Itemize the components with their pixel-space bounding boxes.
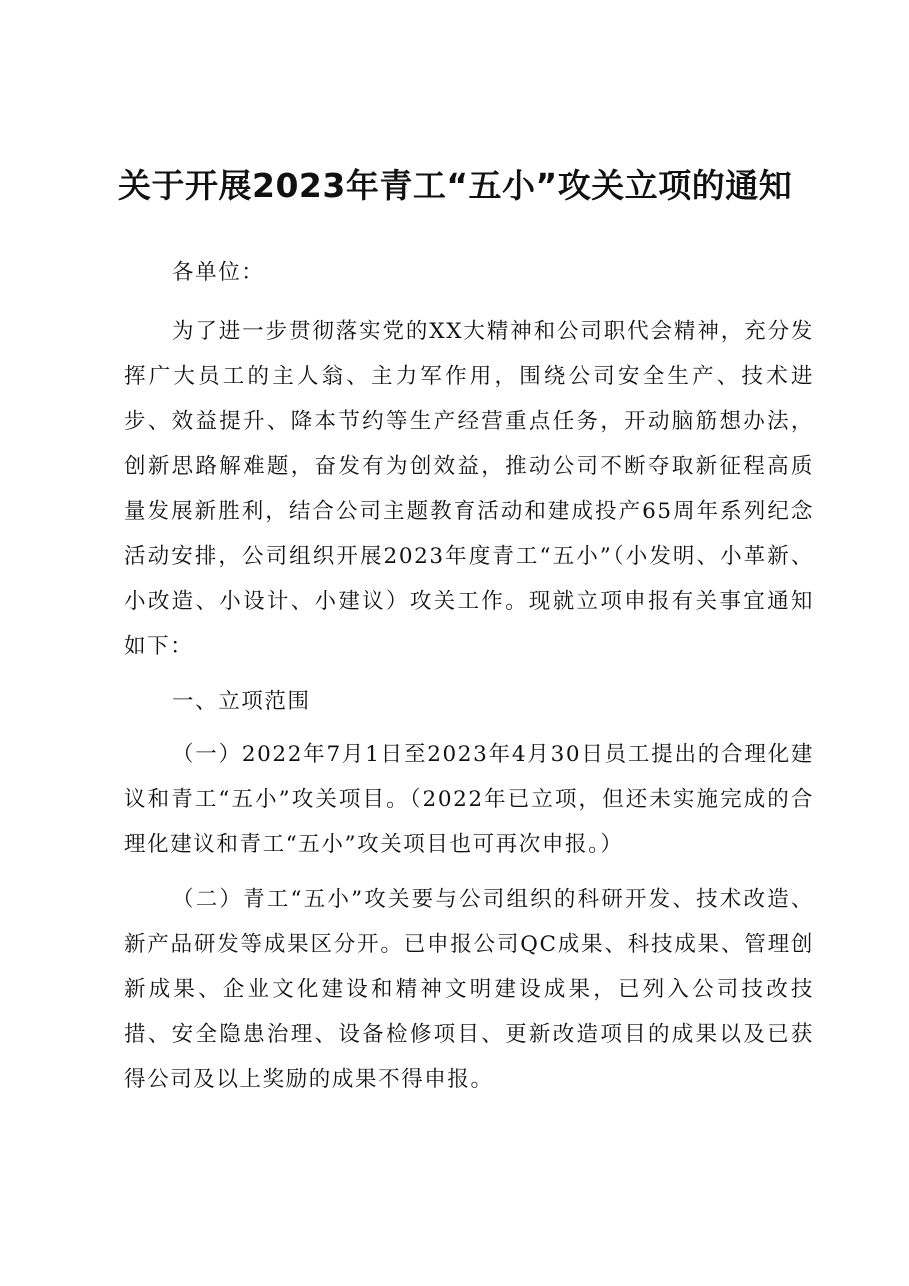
document-body	[124, 250, 814, 1112]
scope-item-1: （一）2022年7月1日至2023年4月30日员工提出的合理化建议和青工“五小”攻关项目。（2022年已立项，但还未实施完成的合理化建议和青工“五小”攻关项目也可再次申报。）	[124, 742, 814, 857]
section-heading-scope: 一、立项范围	[172, 689, 311, 714]
intro-paragraph: 为了进一步贯彻落实党的XX大精神和公司职代会精神，充分发挥广大员工的主人翁、主力军作用，围绕公司安全生产、技术进步、效益提升、降本节约等生产经营重点任务，开动脑筋想办法，创新思路解难题，奋发有为创效益，推动公司不断夺取新征程高质量发展新胜利，结合公司主题教育活动和建成投产65周年系列纪念活动安排，公司组织开展2023年度青工“五小”（小发明、小革新、小改造、小设计、小建议）攻关工作。现就立项申报有关事宜通知如下：	[124, 319, 814, 659]
document-title: 关于开展2023年青工“五小”攻关立项的通知	[118, 166, 793, 205]
scope-item-2: （二）青工“五小”攻关要与公司组织的科研开发、技术改造、新产品研发等成果区分开。已申报公司QC成果、科技成果、管理创新成果、企业文化建设和精神文明建设成果，已列入公司技改技措、安全隐患治理、设备检修项目、更新改造项目的成果以及已获得公司及以上奖励的成果不得申报。	[124, 887, 814, 1092]
salutation: 各单位：	[172, 260, 265, 285]
